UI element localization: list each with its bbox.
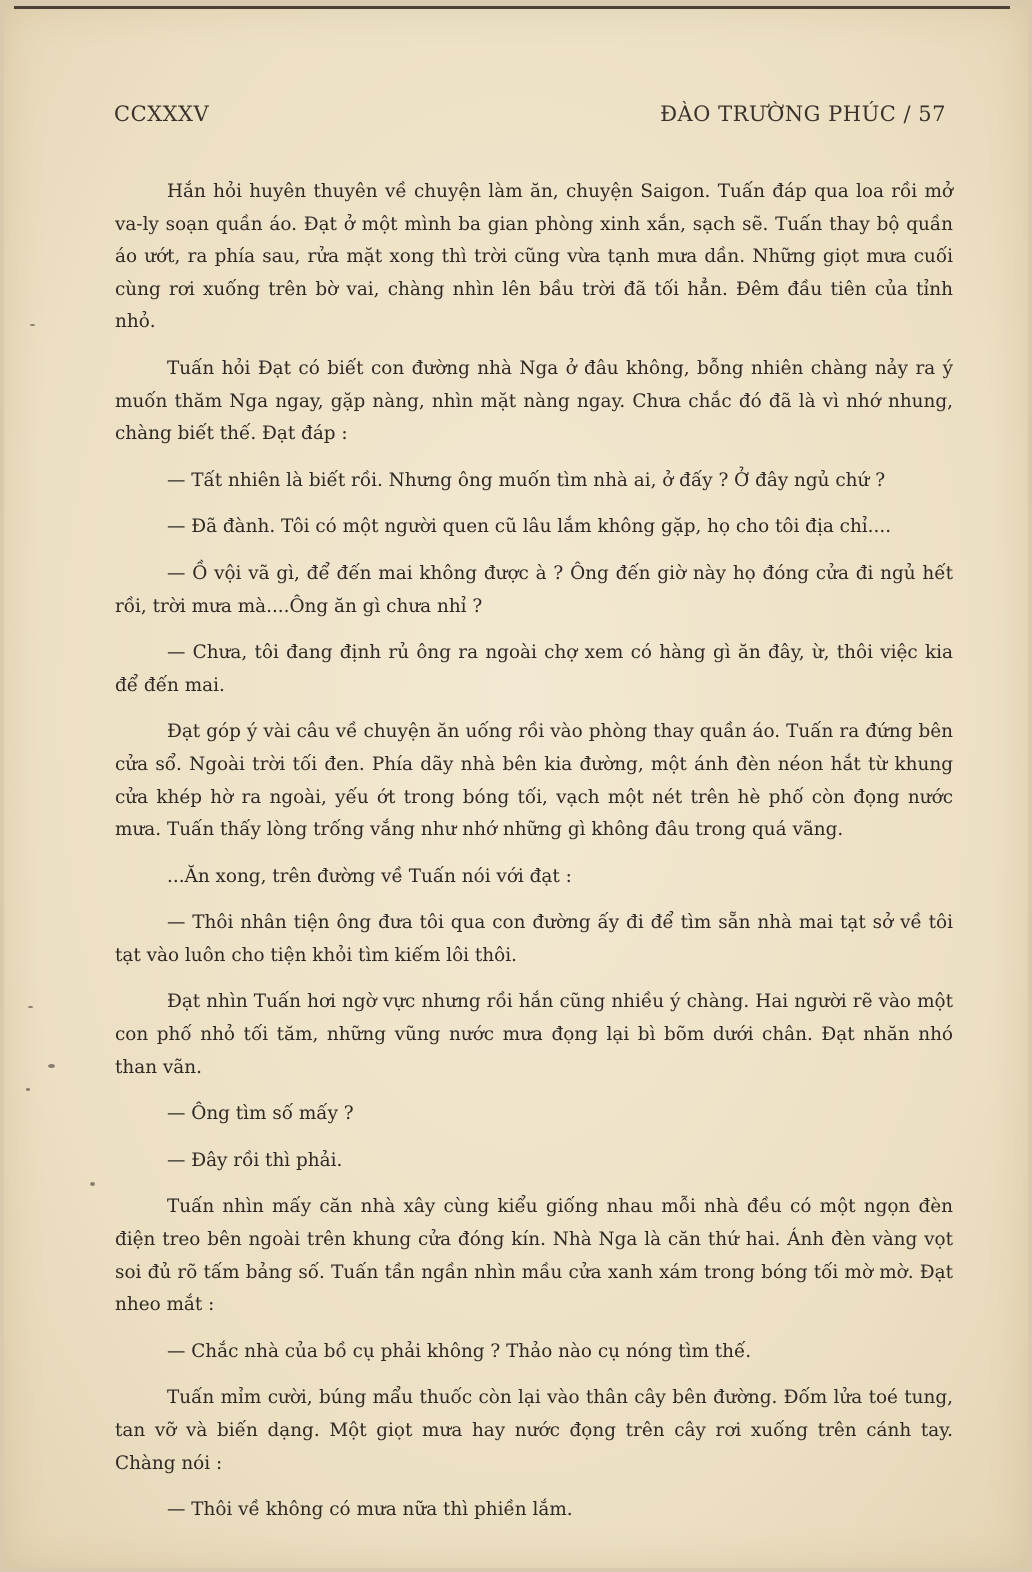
speck xyxy=(30,324,35,326)
paragraph: Đạt góp ý vài câu về chuyện ăn uống rồi vào phòng thay quần áo. Tuấn ra đứng bên cửa sổ. Ngoài trời tối đen. Phía dãy nhà bên kia đường, một ánh đèn néon hắt từ khung cửa khép hờ ra ngoài, yếu ớt trong bóng tối, vạch một nét trên hè phố còn đọng nước mưa. Tuấn thấy lòng trống vắng như nhớ những gì không đâu trong quá vãng. xyxy=(115,721,953,841)
dialogue-line: — Ông tìm số mấy ? xyxy=(167,1103,354,1125)
speck xyxy=(26,1088,30,1091)
dialogue-line: — Tất nhiên là biết rồi. Nhưng ông muốn tìm nhà ai, ở đấy ? Ở đây ngủ chứ ? xyxy=(167,469,886,491)
paragraph: Hắn hỏi huyên thuyên về chuyện làm ăn, chuyện Saigon. Tuấn đáp qua loa rồi mở va-ly soạn quần áo. Đạt ở một mình ba gian phòng xinh xắn, sạch sẽ. Tuấn thay bộ quần áo ướt, ra phía sau, rửa mặt xong thì trời cũng vừa tạnh mưa dần. Những giọt mưa cuối cùng rơi xuống trên bờ vai, chàng nhìn lên bầu trời đã tối hẳn. Đêm đầu tiên của tỉnh nhỏ. xyxy=(115,181,953,333)
page-header xyxy=(114,102,946,132)
running-title: ĐÀO TRƯỜNG PHÚC / 57 xyxy=(660,102,946,126)
book-page xyxy=(4,6,1028,1568)
dialogue-line: — Ồ vội vã gì, để đến mai không được à ? Ông đến giờ này họ đóng cửa đi ngủ hết rồi, trời mưa mà....Ông ăn gì chưa nhỉ ? xyxy=(115,562,953,617)
paragraph: ...Ăn xong, trên đường về Tuấn nói với đạt : xyxy=(167,865,572,887)
dialogue-line: — Chưa, tôi đang định rủ ông ra ngoài chợ xem có hàng gì ăn đây, ừ, thôi việc kia để đến mai. xyxy=(115,642,953,696)
top-edge-rule xyxy=(14,6,1010,9)
paragraph: Tuấn mỉm cười, búng mẩu thuốc còn lại vào thân cây bên đường. Đốm lửa toé tung, tan vỡ và biến dạng. Một giọt mưa hay nước đọng trên cây rơi xuống trên cánh tay. Chàng nói : xyxy=(115,1387,953,1474)
paragraph: Tuấn hỏi Đạt có biết con đường nhà Nga ở đâu không, bỗng nhiên chàng nảy ra ý muốn thăm Nga ngay, gặp nàng, nhìn mặt nàng ngay. Chưa chắc đó đã là vì nhớ nhung, chàng biết thế. Đạt đáp : xyxy=(115,357,953,445)
paragraph: Đạt nhìn Tuấn hơi ngờ vực nhưng rồi hắn cũng nhiều ý chàng. Hai người rẽ vào một con phố nhỏ tối tăm, những vũng nước mưa đọng lại bì bõm dưới chân. Đạt nhăn nhó than vãn. xyxy=(115,991,953,1078)
dialogue-line: — Chắc nhà của bồ cụ phải không ? Thảo nào cụ nóng tìm thế. xyxy=(167,1340,752,1362)
chapter-number: CCXXXV xyxy=(114,102,210,126)
speck xyxy=(48,1064,55,1068)
paragraph: Tuấn nhìn mấy căn nhà xây cùng kiểu giống nhau mỗi nhà đều có một ngọn đèn điện treo bên ngoài trên khung cửa đóng kín. Nhà Nga là căn thứ hai. Ánh đèn vàng vọt soi đủ rõ tấm bảng số. Tuấn tần ngần nhìn mầu cửa xanh xám trong bóng tối mờ mờ. Đạt nheo mắt : xyxy=(115,1196,953,1316)
dialogue-line: — Thôi nhân tiện ông đưa tôi qua con đường ấy đi để tìm sẵn nhà mai tạt sở về tôi tạt vào luôn cho tiện khỏi tìm kiếm lôi thôi. xyxy=(115,912,953,966)
dialogue-line: — Đã đành. Tôi có một người quen cũ lâu lắm không gặp, họ cho tôi địa chỉ.... xyxy=(167,516,892,538)
dialogue-line: — Thôi về không có mưa nữa thì phiền lắm. xyxy=(167,1499,573,1521)
page-body xyxy=(115,176,953,1541)
speck xyxy=(90,1182,95,1186)
dialogue-line: — Đây rồi thì phải. xyxy=(167,1149,343,1171)
speck xyxy=(28,1006,33,1008)
